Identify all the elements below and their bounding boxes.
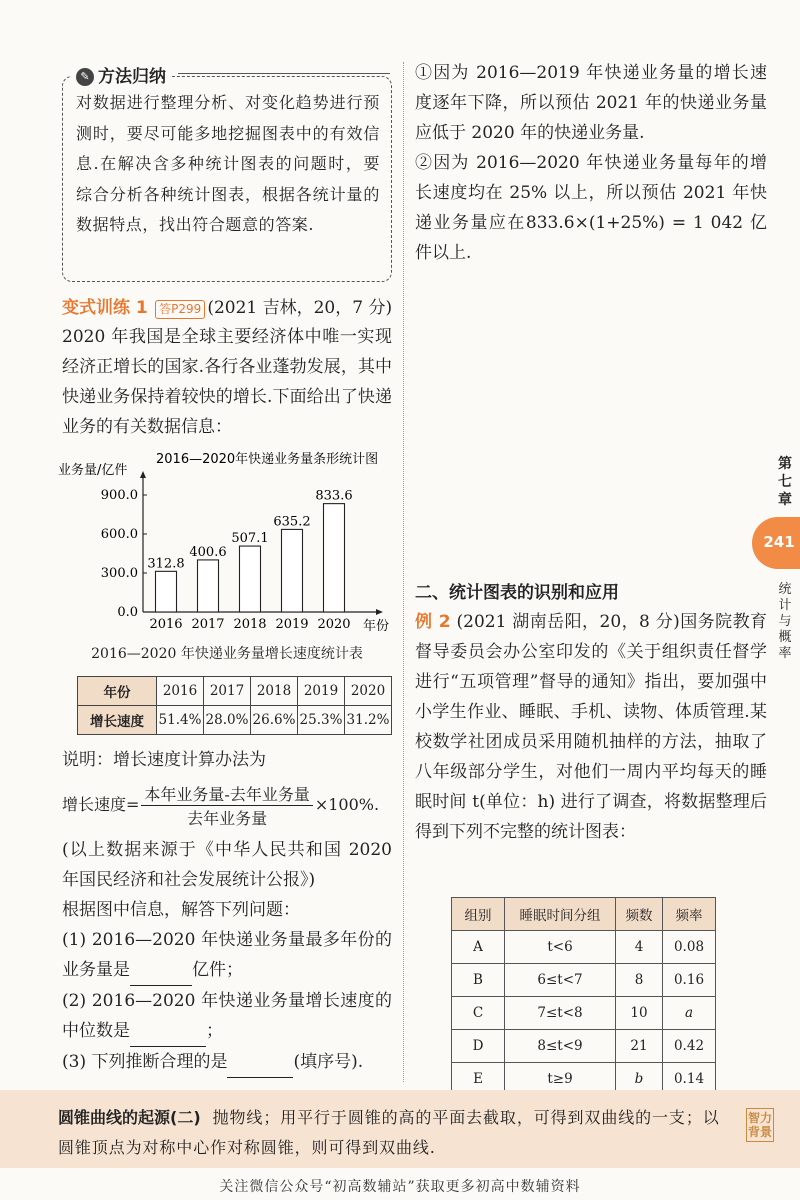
questions-block: [62, 835, 392, 1078]
table-row: [78, 706, 392, 735]
table-header-year: 年份: [78, 677, 157, 706]
calc-description: 说明：增长速度计算办法为: [62, 750, 266, 770]
x-tick-label: 2017: [191, 617, 225, 632]
bar-value-label: 312.8: [147, 556, 185, 572]
table-header-rate: 增长速度: [78, 706, 157, 735]
table-cell: 2016: [157, 677, 204, 706]
question-3: (3) 下列推断合理的是 (填序号).: [62, 1047, 392, 1078]
example-body: 国务院教育督导委员会办公室印发的《关于组织责任督学进行“五项管理”督导的通知》指出，要加强中小学生作业、睡眠、手机、读物、体质管理.某校数学社团成员采用随机抽样的方法，抽取了八年级部分学生，对他们一周内平均每天的睡眠时间 t(单位：h) 进行了调查，将数据整理后得到下列不完整的统计图表：: [415, 612, 768, 842]
table-cell: 0.16: [663, 964, 716, 997]
chart-xlabel: 年份: [363, 619, 390, 634]
table-cell: 26.6%: [251, 706, 298, 735]
table-cell: 31.2%: [345, 706, 392, 735]
chart-ylabel: 业务量/亿件: [58, 463, 128, 478]
table-cell: 0.08: [663, 931, 716, 964]
question-2: (2) 2016—2020 年快递业务量增长速度的中位数是 ；: [62, 986, 392, 1047]
y-tick-label: 0.0: [117, 605, 138, 620]
footer-body: 抛物线；用平行于圆锥的高的平面去截取，可得到双曲线的一支；以圆锥顶点为对称中心作对称圆锥，则可得到双曲线.: [58, 1108, 720, 1157]
table-cell: D: [452, 1030, 505, 1063]
table-cell: 2020: [345, 677, 392, 706]
answer-blank[interactable]: [227, 1047, 293, 1078]
table-cell: 51.4%: [157, 706, 204, 735]
method-text: 对数据进行整理分析、对变化趋势进行预测时，要尽可能多地挖掘图表中的有效信息.在解决含多种统计图表的问题时，要综合分析各种统计图表，根据各统计量的数据特点，找出符合题意的答案.: [76, 93, 380, 234]
table-cell: 2019: [298, 677, 345, 706]
bar-value-label: 833.6: [315, 488, 353, 504]
table-cell: 0.14: [663, 1063, 716, 1096]
table-cell: A: [452, 931, 505, 964]
table-cell: a: [663, 997, 716, 1030]
section-label: 统计与概率: [778, 582, 792, 661]
table-cell: 21: [616, 1030, 663, 1063]
table-cell: 0.42: [663, 1030, 716, 1063]
chart-title: 2016—2020年快递业务量条形统计图: [156, 452, 379, 467]
table-row: [78, 677, 392, 706]
answer-blank[interactable]: [130, 1016, 206, 1047]
x-tick-label: 2020: [317, 617, 351, 632]
table-row: [452, 898, 716, 931]
table-cell: 7≤t<8: [505, 997, 616, 1030]
growth-rate-table: [77, 676, 392, 735]
table-header: 频数: [616, 898, 663, 931]
inference-2: ②因为 2016—2020 年快递业务量每年的增长速度均在 25% 以上，所以预估 2021 年快递业务量应在833.6×(1+25%) = 1 042 亿件以上.: [415, 153, 767, 263]
drill-body: 2020 年我国是全球主要经济体中唯一实现经济正增长的国家.各行各业蓬勃发展，其中快递业务保持着较快的增长.下面给出了快递业务的有关数据信息：: [62, 327, 392, 437]
table-cell: 4: [616, 931, 663, 964]
answer-blank[interactable]: [130, 955, 192, 986]
example-source: (2021 湖南岳阳，20，8 分): [456, 612, 680, 632]
table-cell: E: [452, 1063, 505, 1096]
column-divider: [403, 62, 404, 1082]
table-row: [452, 997, 716, 1030]
x-tick-label: 2019: [275, 617, 309, 632]
footer-title: 圆锥曲线的起源(二): [58, 1108, 201, 1127]
bar: [198, 560, 219, 612]
x-axis-arrow: [376, 609, 383, 615]
growth-formula: 增长速度= $\frac{\text{本年业务量-去年业务量}}{\text{去年业务量}}$ ×100%.: [62, 782, 379, 829]
x-tick-label: 2018: [233, 617, 267, 632]
table-header: 频率: [663, 898, 716, 931]
table-cell: 10: [616, 997, 663, 1030]
table-row: [452, 931, 716, 964]
table-row: [452, 1030, 716, 1063]
table-cell: 8: [616, 964, 663, 997]
y-tick-label: 300.0: [100, 566, 138, 581]
drill-source: (2021 吉林，20，7 分): [207, 298, 393, 318]
chapter-label: 第七章: [778, 456, 792, 508]
sleep-frequency-table: [451, 897, 716, 1096]
bar-value-label: 507.1: [231, 531, 269, 547]
table-header: 睡眠时间分组: [505, 898, 616, 931]
x-tick-label: 2016: [149, 617, 183, 632]
inference-1: ①因为 2016—2019 年快递业务量的增长速度逐年下降，所以预估 2021 年的快递业务量应低于 2020 年的快递业务量.: [415, 63, 767, 143]
pencil-icon: ✎: [76, 68, 94, 86]
page-number: 241: [763, 533, 795, 551]
table-cell: 6≤t<7: [505, 964, 616, 997]
question-1: (1) 2016—2020 年快递业务量最多年份的业务量是 亿件；: [62, 925, 392, 986]
questions-intro: 根据图中信息，解答下列问题：: [62, 900, 300, 920]
bar: [156, 571, 177, 612]
footer-text: [58, 1103, 728, 1163]
bar: [282, 529, 303, 612]
table-header: 组别: [452, 898, 505, 931]
bar: [324, 504, 345, 612]
table-cell: 8≤t<9: [505, 1030, 616, 1063]
formula-fraction: $\frac{\text{本年业务量-去年业务量}}{\text{去年业务量}}$: [141, 782, 312, 829]
example-tag: 例 2: [415, 612, 451, 632]
table-cell: 28.0%: [204, 706, 251, 735]
data-source-note: (以上数据来源于《中华人民共和国 2020 年国民经济和社会发展统计公报》): [62, 840, 392, 890]
table-row: [452, 964, 716, 997]
method-title: ✎ 方法归纳: [70, 62, 172, 87]
watermark-text: 关注微信公众号“初高数辅站”获取更多初高中数辅资料: [219, 1179, 581, 1195]
inference-options: [415, 58, 767, 268]
table-cell: b: [616, 1063, 663, 1096]
drill-header: [62, 293, 392, 319]
example-2: [415, 607, 767, 847]
bar-value-label: 635.2: [273, 514, 311, 530]
y-axis-arrow: [140, 471, 146, 478]
growth-table-title: 2016—2020 年快递业务量增长速度统计表: [91, 646, 363, 662]
bar: [240, 546, 261, 612]
table-cell: B: [452, 964, 505, 997]
table-cell: 2017: [204, 677, 251, 706]
method-title-rule: [178, 73, 390, 74]
table-cell: t<6: [505, 931, 616, 964]
y-tick-label: 900.0: [100, 488, 138, 503]
table-cell: 25.3%: [298, 706, 345, 735]
bar-value-label: 400.6: [189, 544, 227, 560]
drill-tag: 变式训练 1: [62, 298, 148, 318]
table-cell: 2018: [251, 677, 298, 706]
y-tick-label: 600.0: [100, 527, 138, 542]
answer-page-badge: 答P299: [155, 300, 205, 319]
section-heading: 二、统计图表的识别和应用: [415, 583, 619, 603]
footer-tag: 智力背景: [746, 1108, 774, 1142]
table-cell: C: [452, 997, 505, 1030]
bar-chart: [58, 450, 398, 635]
table-cell: t≥9: [505, 1063, 616, 1096]
